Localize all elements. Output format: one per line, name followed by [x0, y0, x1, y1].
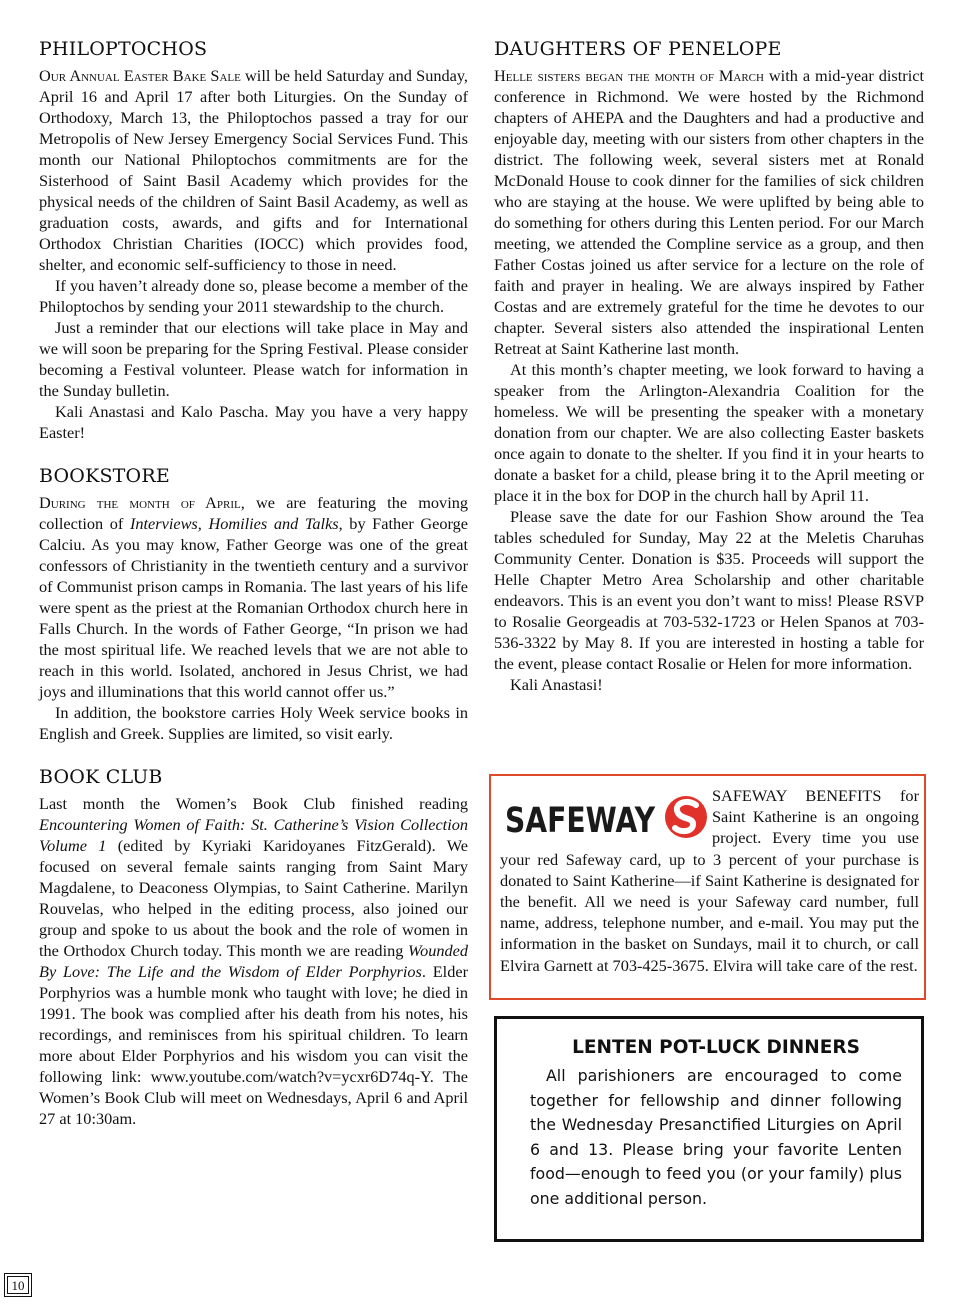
bookstore-section — [39, 463, 468, 744]
book-club-book-title-1: Encountering Women of Faith: St. Catherine’s Vision Collection Volume 1 — [39, 815, 468, 855]
lenten-content — [530, 1037, 902, 1211]
lenten-potluck-box — [494, 1016, 924, 1242]
book-club-text-a: Last month the Women’s Book Club finished reading — [39, 794, 468, 813]
philoptochos-paragraph-1 — [39, 65, 468, 275]
philoptochos-paragraph-3: Just a reminder that our elections will take place in May and we will soon be preparing for the Spring Festival. Please consider becoming a Festival volunteer. Please watch for information in the Sunday bulletin. — [39, 318, 468, 400]
daughters-lead: Helle sisters began the month of March — [494, 66, 764, 85]
book-club-text-b: (edited by Kyriaki Karidoyanes FitzGerald). We focused on several female saints ranging from Saint Mary Magdalene, to Deaconess Olympias, to Saint Catherine. Marilyn Rouvelas, who helped in the editing process, also joined our group and spoke to us about the book and the role of women in the Orthodox Church today. This month we are reading — [39, 836, 468, 960]
daughters-paragraph-2: At this month’s chapter meeting, we look forward to having a speaker from the Arlington-Alexandria Coalition for the homeless. We will be presenting the speaker with a monetary donation from our chapter. We are also collecting Easter baskets once again to donate to the shelter. If you find it in your hearts to donate a basket for a child, please bring it to the April meeting or place it in the box for DOP in the church hall by April 11. — [494, 360, 924, 505]
philoptochos-paragraph-2: If you haven’t already done so, please become a member of the Philoptochos by sending your 2011 stewardship to the church. — [39, 276, 468, 316]
safeway-text: SAFEWAY BENEFITS for Saint Katherine is an ongoing project. Every time you use your red Safeway card, up to 3 percent of your purchase is donated to Saint Katherine—if Saint Katherine is designated for the benefit. All we need is your Safeway card number, full name, address, telephone number, and e-mail. You may put the information in the basket on Sundays, mail it to church, or call Elvira Garnett at 703-425-3675. Elvira will take care of the rest. — [500, 786, 919, 975]
daughters-title: DAUGHTERS OF PENELOPE — [494, 38, 782, 60]
bookstore-paragraph-1 — [39, 492, 468, 702]
bookstore-title: BOOKSTORE — [39, 465, 170, 487]
book-club-book-title-2: Wounded By Love: The Life and the Wisdom of Elder Porphyrios — [39, 941, 468, 981]
bookstore-text-a: , we are featuring the moving collection of — [39, 493, 469, 533]
book-club-title: BOOK CLUB — [39, 766, 163, 788]
safeway-benefits-box — [489, 774, 926, 1000]
daughters-paragraph-1-text: with a mid-year district conference in Richmond. We were hosted by the Richmond chapters of AHEPA and the Daughters and had a productive and enjoyable day, meeting with our sisters from other chapters in the district. The following week, several sisters met at Ronald McDonald House to cook dinner for the families of sick children who are staying at the house. We were uplifted by being able to do something for others during this Lenten period. For our March meeting, we attended the Compline service as a group, and then Father Costas joined us after service for a lecture on the role of faith and prayer in healing. We are always inspired by Father Costas and are extremely grateful for the time he devotes to our chapter. Several sisters also attended the inspirational Lenten Retreat at Saint Katherine last month. — [494, 66, 924, 358]
lenten-title: LENTEN POT-LUCK DINNERS — [572, 1037, 860, 1058]
safeway-text-block — [500, 785, 919, 976]
daughters-paragraph-3: Please save the date for our Fashion Show around the Tea tables scheduled for Sunday, May 22 at the Meletis Charuhas Community Center. Donation is $35. Proceeds will support the Helle Chapter Metro Area Scholarship and other charitable endeavors. This is an event you don’t want to miss! Please RSVP to Rosalie Georgeadis at 703-532-1723 or Helen Spanos at 703-536-3322 by May 8. If you are interested in hosting a table for the event, please contact Rosalie or Helen for more information. — [494, 507, 924, 673]
philoptochos-paragraph-4: Kali Anastasi and Kalo Pascha. May you have a very happy Easter! — [39, 402, 468, 442]
logo-spacer — [500, 785, 712, 848]
bookstore-paragraph-2: In addition, the bookstore carries Holy Week service books in English and Greek. Supplies are limited, so visit early. — [39, 703, 468, 743]
daughters-paragraph-4: Kali Anastasi! — [510, 675, 603, 694]
bookstore-lead: During the month of April — [39, 493, 241, 512]
bookstore-book-title: Interviews, Homilies and Talks — [129, 514, 339, 533]
safeway-logo-text: SAFEWAY — [505, 801, 656, 841]
right-column — [494, 36, 924, 715]
philoptochos-title: PHILOPTOCHOS — [39, 38, 208, 60]
bookstore-text-b: , by Father George Calciu. As you may know, Father George was one of the great confessors of Christianity in the twentieth century and a survivor of Communist prison camps in Romania. The last years of his life were spent as the priest at the Romanian Orthodox church here in Falls Church. In the words of Father George, “In prison we had the most spiritual life. We reached levels that we are not able to reach in this world. Isolated, anchored in Jesus Christ, we had joys and illuminations that this world cannot offer us.” — [39, 514, 468, 701]
daughters-paragraph-1 — [494, 65, 924, 359]
philoptochos-section — [39, 36, 468, 443]
left-column — [39, 36, 468, 1149]
book-club-paragraph — [39, 793, 468, 1129]
philoptochos-paragraph-1-text: will be held Saturday and Sunday, April 16 and April 17 after both Liturgies. On the Sunday of Orthodoxy, March 13, the Philoptochos passed a tray for our Metropolis of New Jersey Emergency Social Services Fund. This month our National Philoptochos commitments are for the Sisterhood of Saint Basil Academy which provides for the physical needs of the children of Saint Basil Academy, as well as graduation costs, awards, and gifts and for International Orthodox Christian Charities (IOCC) which provides food, shelter, and economic self-sufficiency to those in need. — [39, 66, 468, 274]
book-club-section — [39, 764, 468, 1129]
philoptochos-lead: Our Annual Easter Bake Sale — [39, 66, 241, 85]
lenten-body: All parishioners are encouraged to come together for fellowship and dinner following the Wednesday Presanctified Liturgies on April 6 and 13. Please bring your favorite Lenten food—enough to feed you (or your family) plus one additional person. — [530, 1066, 902, 1208]
daughters-section — [494, 36, 924, 695]
book-club-text-c: . Elder Porphyrios was a humble monk who taught with love; he died in 1991. The book was complied after his death from his notes, his recordings, and reminisces from his spiritual children. To learn more about Elder Porphyrios and his wisdom you can visit the following link: www.youtube.com/watch?v=ycxr6D74q-Y. The Women’s Book Club will meet on Wednesdays, April 6 and April 27 at 10:30am. — [39, 962, 468, 1128]
page-number-box — [4, 1273, 32, 1297]
page-number: 10 — [7, 1276, 29, 1294]
